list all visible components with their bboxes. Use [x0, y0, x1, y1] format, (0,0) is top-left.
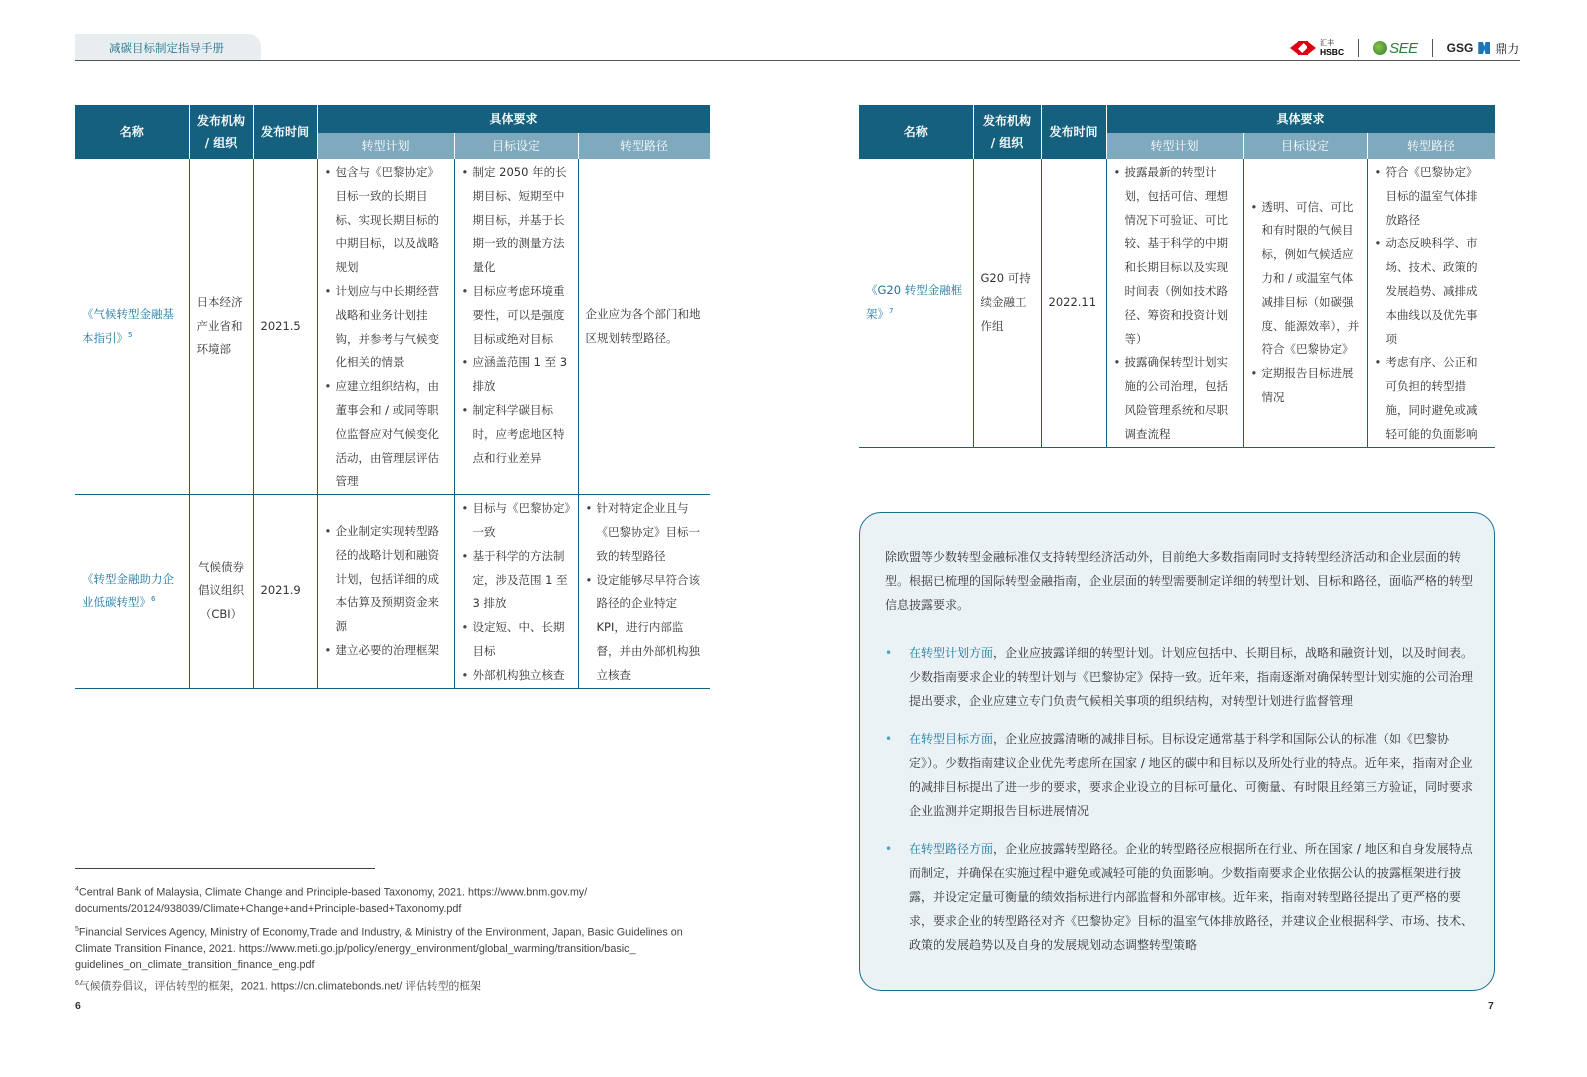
table-row: [859, 159, 1495, 447]
footnote-4: $^4$Central Bank of Malaysia, Climate Change and Principle-based Taxonomy, 2021. https://www.bnm.gov.my/ documents/20124/938039/Climate+Change+and+Principle-based+Taxonomy.pdf: [75, 886, 588, 915]
summary-bullet-target: • 在转型目标方面，企业应披露清晰的减排目标。目标设定通常基于科学和国际公认的标准（如《巴黎协定》）。少数指南建议企业优先考虑所在国家 / 地区的碳中和目标以及所处行业的特点。近年来，指南对企业的减排目标提出了进一步的要求，要求企业设立的目标可量化、可衡量、有时限且经第三方验证，同时要求企业监测并定期报告目标进展情况: [885, 727, 1475, 823]
requirements-table-left: [75, 105, 711, 689]
list-item: • 应建立组织结构，由董事会和 / 或同等职位监督应对气候变化活动，由管理层评估管理: [325, 375, 447, 494]
list-item: • 设定能够尽早符合该路径的企业特定 KPI，进行内部监督，并由外部机构独立核查: [586, 569, 704, 688]
col-header-target: 目标设定: [1243, 133, 1367, 159]
list-item: • 目标与《巴黎协定》一致: [462, 497, 571, 545]
page-number-right: 7: [1488, 1000, 1494, 1012]
summary-box: [859, 512, 1495, 991]
bullet-dot-icon: •: [885, 842, 893, 856]
logo-divider: [1358, 39, 1359, 57]
list-item: • 建立必要的治理框架: [325, 639, 447, 663]
col-header-path: 转型路径: [578, 133, 710, 159]
list-item: • 符合《巴黎协定》目标的温室气体排放路径: [1375, 161, 1489, 232]
summary-bullet-path: • 在转型路径方面，企业应披露转型路径。企业的转型路径应根据所在行业、所在国家 / 地区和自身发展特点而制定，并确保在实施过程中避免或减轻可能的负面影响。少数指南要求企业依据公认的披露框架进行披露，并设定定量可衡量的绩效指标进行内部监督和外部审核。近年来，指南对转型路径提出了更严格的要求，要求企业的转型路径对齐《巴黎协定》目标的温室气体排放路径，并建议企业根据科学、市场、技术、政策的发展趋势以及自身的发展规划动态调整转型策略: [885, 837, 1475, 957]
requirements-table-right: [859, 105, 1496, 448]
issuer-cell: G20 可持续金融工作组: [973, 159, 1041, 447]
footnote-6: $^6$气候债券倡议，评估转型的框架，2021. https://cn.climatebonds.net/ 评估转型的框架: [75, 980, 481, 993]
plan-cell: [1106, 159, 1243, 447]
footnote-divider: [75, 868, 375, 869]
plan-cell: [317, 495, 454, 688]
list-item: • 披露确保转型计划实施的公司治理，包括风险管理系统和尽职调查流程: [1114, 351, 1236, 446]
list-item: • 透明、可信、可比和有时限的气候目标，例如气候适应力和 / 或温室气体减排目标（如碳强度、能源效率），并符合《巴黎协定》: [1251, 196, 1360, 363]
list-item: • 外部机构独立核查: [462, 664, 571, 688]
bullet-dot-icon: •: [885, 646, 893, 660]
list-item: • 定期报告目标进展情况: [1251, 362, 1360, 410]
target-cell: [454, 159, 578, 495]
issuer-cell: 气候债券倡议组织（CBI）: [189, 495, 253, 688]
hsbc-cn-text: 汇丰: [1320, 40, 1334, 47]
hsbc-en-text: HSBC: [1320, 47, 1345, 57]
target-cell: [454, 495, 578, 688]
document-title: 减碳目标制定指导手册: [109, 41, 224, 55]
col-header-org: 发布机构 / 组织: [189, 105, 253, 159]
list-item: • 企业制定实现转型路径的战略计划和融资计划，包括详细的成本估算及预期资金来源: [325, 520, 447, 639]
hsbc-hexagon-icon: [1290, 41, 1316, 55]
col-header-plan: 转型计划: [317, 133, 454, 159]
guideline-name: 《转型金融助力企业低碳转型》$^6$: [75, 495, 189, 688]
col-header-path: 转型路径: [1367, 133, 1495, 159]
list-item: • 制定 2050 年的长期目标、短期至中期目标，并基于长期一致的测量方法量化: [462, 161, 571, 280]
see-text: SEE: [1389, 39, 1418, 57]
col-header-name: 名称: [859, 105, 973, 159]
col-header-name: 名称: [75, 105, 189, 159]
col-header-requirements: 具体要求: [317, 105, 710, 133]
path-cell: 企业应为各个部门和地区规划转型路径。: [578, 159, 710, 495]
list-item: • 制定科学碳目标时，应考虑地区特点和行业差异: [462, 399, 571, 470]
gsg-logo: [1447, 40, 1520, 57]
col-header-date: 发布时间: [253, 105, 317, 159]
target-cell: [1243, 159, 1367, 447]
guideline-name: 《G20 转型金融框架》$^7$: [859, 159, 973, 447]
bullet-dot-icon: •: [885, 732, 893, 746]
col-header-plan: 转型计划: [1106, 133, 1243, 159]
col-header-date: 发布时间: [1041, 105, 1106, 159]
logo-divider: [1432, 39, 1433, 57]
see-logo: [1373, 40, 1418, 57]
list-item: • 设定短、中、长期目标: [462, 616, 571, 664]
summary-bullet-plan: • 在转型计划方面，企业应披露详细的转型计划。计划应包括中、长期目标，战略和融资计划，以及时间表。少数指南要求企业的转型计划与《巴黎协定》保持一致。近年来，指南逐渐对确保转型计划实施的公司治理提出要求，企业应建立专门负责气候相关事项的组织结构，对转型计划进行监督管理: [885, 641, 1475, 713]
page-number-left: 6: [75, 1000, 81, 1012]
list-item: • 目标应考虑环境重要性，可以是强度目标或绝对目标: [462, 280, 571, 351]
footnote-5: $^5$Financial Services Agency, Ministry of Economy,Trade and Industry, & Ministry of the Environment, Japan, Basic Guidelines on Climate Transition Finance, 2021. https://www.meti.go.jp/policy/energy_environment/global_warming/transition/basic_ guidelines_on_climate_transition_finance_eng.pdf: [75, 926, 683, 971]
plan-cell: [317, 159, 454, 495]
path-cell: [1367, 159, 1495, 447]
list-item: • 针对特定企业且与《巴黎协定》目标一致的转型路径: [586, 497, 704, 568]
col-header-requirements: 具体要求: [1106, 105, 1495, 133]
list-item: • 包含与《巴黎协定》目标一致的长期目标、实现长期目标的中期目标，以及战略规划: [325, 161, 447, 280]
dingli-text: 鼎力: [1495, 41, 1520, 56]
table-row: [75, 495, 710, 688]
gsg-text: GSG: [1446, 41, 1474, 55]
gsg-mark-icon: [1478, 42, 1490, 54]
issuer-cell: 日本经济产业省和环境部: [189, 159, 253, 495]
header-divider: [75, 60, 1520, 61]
summary-intro: 除欧盟等少数转型金融标准仅支持转型经济活动外，目前绝大多数指南同时支持转型经济活动和企业层面的转型。根据已梳理的国际转型金融指南，企业层面的转型需要制定详细的转型计划、目标和路径，面临严格的转型信息披露要求。: [885, 550, 1474, 612]
table-row: [75, 159, 710, 495]
see-leaf-icon: [1373, 41, 1387, 55]
list-item: • 计划应与中长期经营战略和业务计划挂钩，并参考与气候变化相关的情景: [325, 280, 447, 375]
date-cell: 2021.5: [253, 159, 317, 495]
guideline-name: 《气候转型金融基本指引》$^5$: [75, 159, 189, 495]
col-header-target: 目标设定: [454, 133, 578, 159]
partner-logos: [1290, 37, 1519, 59]
date-cell: 2021.9: [253, 495, 317, 688]
list-item: • 考虑有序、公正和可负担的转型措施，同时避免或减轻可能的负面影响: [1375, 351, 1489, 446]
list-item: • 基于科学的方法制定，涉及范围 1 至 3 排放: [462, 545, 571, 616]
date-cell: 2022.11: [1041, 159, 1106, 447]
list-item: • 披露最新的转型计划，包括可信、理想情况下可验证、可比较、基于科学的中期和长期目标以及实现时间表（例如技术路径、筹资和投资计划等）: [1114, 161, 1236, 351]
col-header-org: 发布机构 / 组织: [973, 105, 1041, 159]
list-item: • 应涵盖范围 1 至 3 排放: [462, 351, 571, 399]
list-item: • 动态反映科学、市场、技术、政策的发展趋势、减排成本曲线以及优先事项: [1375, 232, 1489, 351]
path-cell: [578, 495, 710, 688]
hsbc-logo: [1290, 40, 1344, 56]
